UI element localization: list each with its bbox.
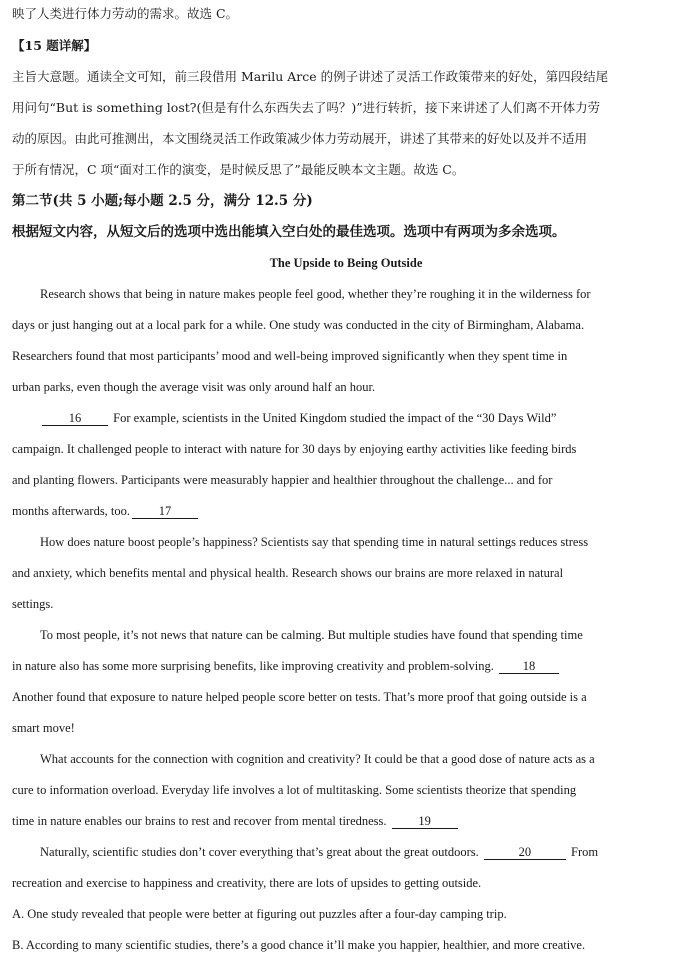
article-text: in nature also has some more surprising benefits, like improving creativity and problem-solving. <box>12 659 494 673</box>
option-a[interactable]: A. One study revealed that people were better at figuring out puzzles after a four-day camping trip. <box>12 907 507 921</box>
article-line: cure to information overload. Everyday life involves a lot of multitasking. Some scientists theorize that spending <box>12 783 577 797</box>
section-instruction: 根据短文内容，从短文后的选项中选出能填入空白处的最佳选项。选项中有两项为多余选项。 <box>12 224 566 240</box>
article-line: urban parks, even though the average visit was only around half an hour. <box>12 380 376 394</box>
article-text: For example, scientists in the United Kingdom studied the impact of the “30 Days Wild” <box>113 411 557 425</box>
question-15-heading: 【15 题详解】 <box>12 38 97 53</box>
article-line: smart move! <box>12 721 75 735</box>
article-line: recreation and exercise to happiness and creativity, there are lots of upsides to getting outside. <box>12 876 482 890</box>
article-line: How does nature boost people’s happiness? Scientists say that spending time in natural settings reduces stress <box>40 535 589 549</box>
article-line: What accounts for the connection with cognition and creativity? It could be that a good dose of nature acts as a <box>40 752 595 766</box>
article-line-blank-20 <box>40 844 680 860</box>
article-line: campaign. It challenged people to interact with nature for 30 days by enjoying earthy activities like feeding birds <box>12 442 577 456</box>
explanation-line-4: 于所有情况，C 项“面对工作的演变，是时候反思了”最能反映本文主题。故选 C。 <box>12 162 465 177</box>
section-header: 第二节(共 5 小题;每小题 2.5 分，满分 12.5 分) <box>12 193 313 209</box>
article-text: months afterwards, too. <box>12 504 131 518</box>
blank-19[interactable]: 19 <box>392 815 458 829</box>
article-text: From <box>571 845 599 859</box>
article-line-blank-19 <box>12 813 680 829</box>
explanation-line-1: 主旨大意题。通读全文可知，前三段借用 Marilu Arce 的例子讲述了灵活工作政策带来的好处，第四段结尾 <box>12 69 609 84</box>
article-line: days or just hanging out at a local park for a while. One study was conducted in the city of Birmingham, Alabama. <box>12 318 585 332</box>
article-line: and anxiety, which benefits mental and physical health. Research shows our brains are more relaxed in natural <box>12 566 564 580</box>
explanation-line-2: 用问句“But is something lost?(但是有什么东西失去了吗？)”进行转折，接下来讲述了人们离不开体力劳 <box>12 100 601 115</box>
article-text: time in nature enables our brains to rest and recover from mental tiredness. <box>12 814 387 828</box>
article-title: The Upside to Being Outside <box>269 256 423 270</box>
blank-17[interactable]: 17 <box>132 505 198 519</box>
blank-20[interactable]: 20 <box>484 846 566 860</box>
article-line: Research shows that being in nature makes people feel good, whether they’re roughing it in the wilderness for <box>40 287 591 301</box>
blank-16[interactable]: 16 <box>42 412 108 426</box>
article-line: settings. <box>12 597 54 611</box>
article-line: and planting flowers. Participants were measurably happier and healthier throughout the challenge... and for <box>12 473 553 487</box>
blank-18[interactable]: 18 <box>499 660 559 674</box>
article-line: Researchers found that most participants’ mood and well-being improved significantly when they spent time in <box>12 349 568 363</box>
prev-answer-line: 映了人类进行体力劳动的需求。故选 C。 <box>12 6 239 21</box>
article-line-blank-17 <box>12 503 680 519</box>
article-line: Another found that exposure to nature helped people score better on tests. That’s more proof that going outside is a <box>12 690 587 704</box>
article-line-blank-18 <box>12 658 680 674</box>
article-line-blank-16 <box>40 410 680 426</box>
option-b[interactable]: B. According to many scientific studies, there’s a good chance it’ll make you happier, healthier, and more creative. <box>12 938 586 952</box>
article-text: Naturally, scientific studies don’t cover everything that’s great about the great outdoors. <box>40 845 479 859</box>
explanation-line-3: 动的原因。由此可推测出，本文围绕灵活工作政策减少体力劳动展开，讲述了其带来的好处以及并不适用 <box>12 131 588 146</box>
article-line: To most people, it’s not news that nature can be calming. But multiple studies have found that spending time <box>40 628 583 642</box>
